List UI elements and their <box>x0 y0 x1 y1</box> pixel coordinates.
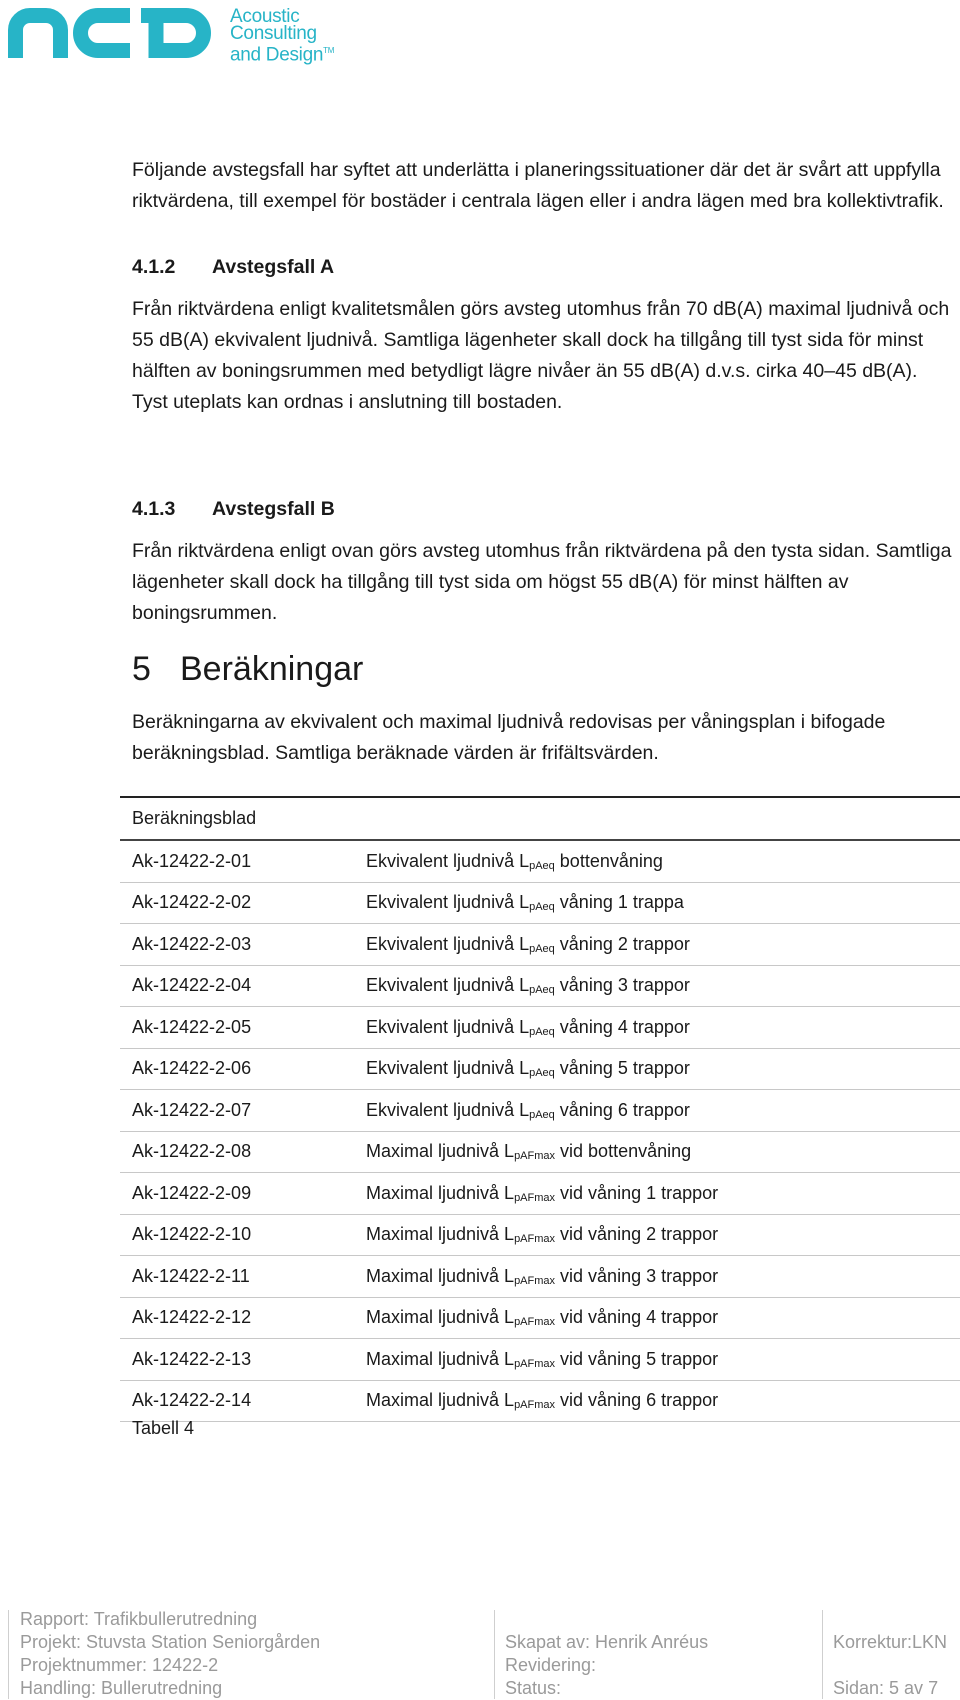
footer-report: Rapport: Trafikbullerutredning <box>20 1609 258 1629</box>
sheet-code: Ak-12422-2-14 <box>120 1380 354 1422</box>
table-row <box>120 1256 960 1298</box>
description-text: Ekvivalent ljudnivå L <box>366 1058 530 1079</box>
sheet-code: Ak-12422-2-05 <box>120 1007 354 1049</box>
level-subscript: pAFmax <box>514 1316 556 1329</box>
table-header-row <box>120 797 960 840</box>
table-row <box>120 1131 960 1173</box>
section-4-1-2-text: Från riktvärdena enligt kvalitetsmålen görs avsteg utomhus från 70 dB(A) maximal ljudnivå och 55 dB(A) ekvivalent ljudnivå. Samtliga lägenheter skall dock ha tillgång till tyst sida för minst hälften av boningsrummen med betydligt lägre nivåer än 55 dB(A) d.v.s. cirka 40–45 dB(A). Tyst uteplats kan ordnas i anslutning till bostaden. <box>132 298 950 413</box>
description-text: Ekvivalent ljudnivå L <box>366 933 530 954</box>
level-subscript: pAFmax <box>514 1274 556 1287</box>
level-subscript: pAeq <box>529 1067 555 1080</box>
footer-document-type: Handling: Bullerutredning <box>20 1678 223 1698</box>
description-text: Maximal ljudnivå L <box>366 1141 515 1162</box>
description-text: Maximal ljudnivå L <box>366 1224 515 1245</box>
sheet-description <box>354 1173 960 1215</box>
table-row <box>120 965 960 1007</box>
sheet-code: Ak-12422-2-02 <box>120 882 354 924</box>
sheet-description <box>354 1131 960 1173</box>
description-text: Maximal ljudnivå L <box>366 1348 515 1369</box>
intro-paragraph: Följande avstegsfall har syftet att underlätta i planeringssituationer där det är svårt att uppfylla riktvärdena, till exempel för bostäder i centrala lägen eller i andra lägen med bra kollektivtrafik. <box>132 159 944 212</box>
table-row <box>120 840 960 882</box>
description-suffix: vid våning 5 trappor <box>555 1348 719 1369</box>
description-suffix: våning 4 trappor <box>554 1016 690 1037</box>
footer-col-2 <box>505 1608 708 1700</box>
heading-4-1-3 <box>132 498 335 521</box>
description-suffix: vid våning 2 trappor <box>555 1224 719 1245</box>
sheet-code: Ak-12422-2-03 <box>120 924 354 966</box>
level-subscript: pAeq <box>529 984 555 997</box>
level-subscript: pAeq <box>529 901 555 914</box>
logo-line-3: and Design™ <box>230 44 335 66</box>
description-text: Ekvivalent ljudnivå L <box>366 892 530 913</box>
level-subscript: pAFmax <box>514 1399 556 1412</box>
description-text: Ekvivalent ljudnivå L <box>366 1099 530 1120</box>
description-suffix: våning 1 trappa <box>554 892 684 913</box>
sheet-code: Ak-12422-2-09 <box>120 1173 354 1215</box>
sheet-code: Ak-12422-2-04 <box>120 965 354 1007</box>
heading-title: Beräkningar <box>180 650 364 688</box>
description-suffix: våning 3 trappor <box>554 975 690 996</box>
level-subscript: pAeq <box>529 1025 555 1038</box>
description-suffix: vid bottenvåning <box>555 1141 692 1162</box>
trademark-mark: TM <box>323 46 335 55</box>
footer-page-number: Sidan: 5 av 7 <box>833 1678 939 1698</box>
description-suffix: våning 2 trappor <box>554 933 690 954</box>
page-footer <box>0 1600 960 1699</box>
table-row <box>120 924 960 966</box>
footer-divider <box>8 1610 9 1699</box>
description-text: Maximal ljudnivå L <box>366 1182 515 1203</box>
heading-title: Avstegsfall B <box>212 498 335 520</box>
description-text: Ekvivalent ljudnivå L <box>366 975 530 996</box>
sheet-code: Ak-12422-2-12 <box>120 1297 354 1339</box>
footer-revision: Revidering: <box>505 1655 597 1675</box>
sheet-description <box>354 924 960 966</box>
heading-title: Avstegsfall A <box>212 256 335 278</box>
table-row <box>120 1339 960 1381</box>
sheet-code: Ak-12422-2-01 <box>120 840 354 882</box>
footer-blank <box>505 1608 708 1631</box>
sheet-description <box>354 965 960 1007</box>
sheet-description <box>354 1090 960 1132</box>
footer-project-number: Projektnummer: 12422-2 <box>20 1655 219 1675</box>
description-suffix: våning 5 trappor <box>554 1058 690 1079</box>
heading-number: 4.1.3 <box>132 498 176 520</box>
table-row <box>120 1048 960 1090</box>
table-row <box>120 882 960 924</box>
heading-number: 5 <box>132 650 151 688</box>
sheet-code: Ak-12422-2-11 <box>120 1256 354 1298</box>
heading-number: 4.1.2 <box>132 256 176 278</box>
sheet-description <box>354 1048 960 1090</box>
table-header-cell: Beräkningsblad <box>120 797 960 840</box>
sheet-code: Ak-12422-2-06 <box>120 1048 354 1090</box>
footer-col-1 <box>20 1608 320 1700</box>
footer-divider <box>822 1610 823 1699</box>
description-suffix: våning 6 trappor <box>554 1099 690 1120</box>
table-caption: Tabell 4 <box>132 1418 195 1438</box>
level-subscript: pAFmax <box>514 1150 556 1163</box>
logo-line-2: Consulting <box>230 23 317 44</box>
description-suffix: bottenvåning <box>554 850 663 871</box>
table-row <box>120 1297 960 1339</box>
sheet-description <box>354 882 960 924</box>
level-subscript: pAeq <box>529 1108 555 1121</box>
footer-created-by: Skapat av: Henrik Anréus <box>505 1632 709 1652</box>
sheet-code: Ak-12422-2-08 <box>120 1131 354 1173</box>
footer-blank <box>833 1654 947 1677</box>
sheet-description <box>354 840 960 882</box>
description-text: Maximal ljudnivå L <box>366 1390 515 1411</box>
footer-col-3 <box>833 1608 947 1700</box>
description-suffix: vid våning 6 trappor <box>555 1390 719 1411</box>
footer-divider <box>494 1610 495 1699</box>
description-text: Maximal ljudnivå L <box>366 1307 515 1328</box>
description-suffix: vid våning 4 trappor <box>555 1307 719 1328</box>
table-row <box>120 1214 960 1256</box>
description-suffix: vid våning 1 trappor <box>555 1182 719 1203</box>
sheet-code: Ak-12422-2-13 <box>120 1339 354 1381</box>
description-text: Ekvivalent ljudnivå L <box>366 1016 530 1037</box>
company-logo <box>8 6 348 66</box>
sheet-description <box>354 1007 960 1049</box>
level-subscript: pAeq <box>529 859 555 872</box>
ncd-logo-icon <box>8 8 223 58</box>
sheet-code: Ak-12422-2-07 <box>120 1090 354 1132</box>
table-row <box>120 1380 960 1422</box>
calculation-sheets-table <box>120 796 960 1422</box>
logo-wordmark <box>230 6 335 66</box>
footer-project: Projekt: Stuvsta Station Seniorgården <box>20 1632 321 1652</box>
description-suffix: vid våning 3 trappor <box>555 1265 719 1286</box>
sheet-description <box>354 1339 960 1381</box>
description-text: Maximal ljudnivå L <box>366 1265 515 1286</box>
section-5-text: Beräkningarna av ekvivalent och maximal ljudnivå redovisas per våningsplan i bifogade beräkningsblad. Samtliga beräknade värden är frifältsvärden. <box>132 711 886 764</box>
sheet-code: Ak-12422-2-10 <box>120 1214 354 1256</box>
description-text: Ekvivalent ljudnivå L <box>366 850 530 871</box>
sheet-description <box>354 1380 960 1422</box>
level-subscript: pAeq <box>529 942 555 955</box>
table-row <box>120 1007 960 1049</box>
table-row <box>120 1173 960 1215</box>
footer-status: Status: <box>505 1678 562 1698</box>
footer-blank <box>833 1608 947 1631</box>
level-subscript: pAFmax <box>514 1233 556 1246</box>
heading-5 <box>132 650 363 689</box>
sheet-description <box>354 1297 960 1339</box>
sheet-description <box>354 1214 960 1256</box>
heading-4-1-2 <box>132 256 334 279</box>
sheet-description <box>354 1256 960 1298</box>
level-subscript: pAFmax <box>514 1357 556 1370</box>
level-subscript: pAFmax <box>514 1191 556 1204</box>
footer-proofreading: Korrektur:LKN <box>833 1632 948 1652</box>
section-4-1-3-text: Från riktvärdena enligt ovan görs avsteg utomhus från riktvärdena på den tysta sidan. Samtliga lägenheter skall dock ha tillgång till tyst sida om högst 55 dB(A) för minst hälften av boningsrummen. <box>132 540 952 624</box>
logo-line-1: Acoustic <box>230 6 300 27</box>
table-row <box>120 1090 960 1132</box>
